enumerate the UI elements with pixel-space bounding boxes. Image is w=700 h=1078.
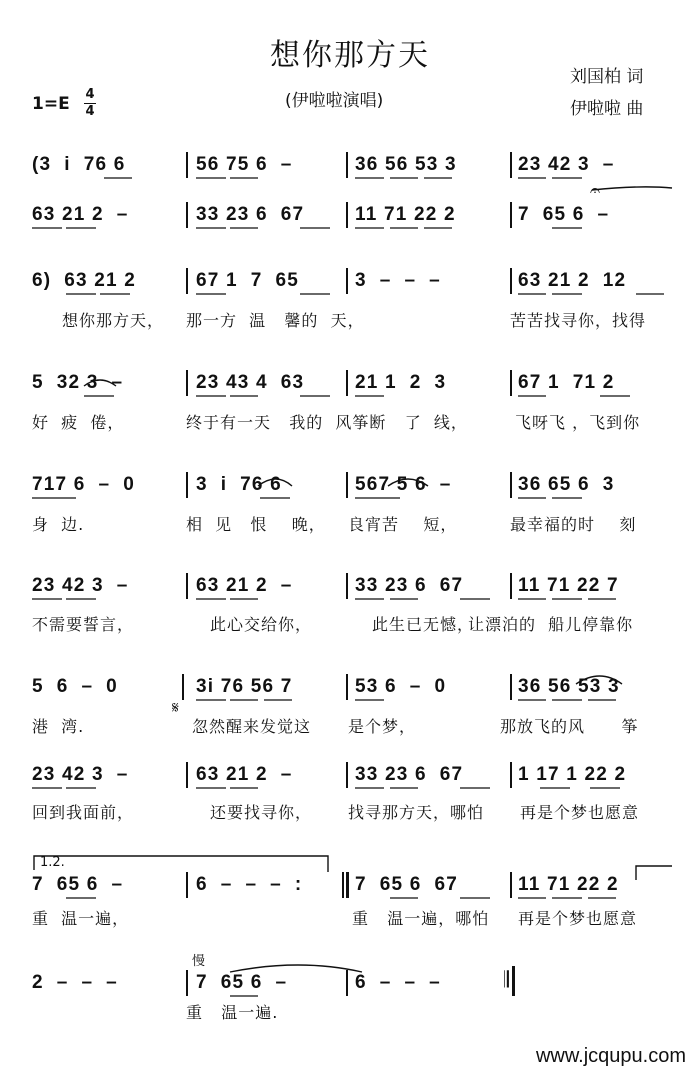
measure-1-4: 23 42 3 – bbox=[518, 154, 615, 175]
measure-8-2: 63 21 2 – bbox=[196, 764, 293, 785]
lyrics-4-2: 终于有一天 我的 风筝断 了 线， bbox=[186, 413, 468, 432]
measure-9-1: 7 65 6 – bbox=[32, 874, 124, 895]
lyrics-8-4: 再是个梦也愿意 bbox=[520, 803, 640, 822]
second-ending-bracket bbox=[636, 866, 672, 880]
lyrics-7-2: 忽然醒来发觉这 bbox=[192, 717, 312, 736]
lyrics-9-3: 重 温一遍，哪怕 bbox=[352, 909, 490, 928]
measure-4-2: 23 43 4 63 bbox=[196, 372, 305, 393]
lyrics-7-1: 港 湾. bbox=[32, 717, 85, 736]
measure-3-2: 67 1 7 65 bbox=[196, 270, 299, 291]
lyrics-5-3: 良宵苦 短， bbox=[348, 515, 458, 534]
measure-2-3: 11 71 22 2 bbox=[355, 204, 456, 225]
barline bbox=[346, 202, 348, 228]
barline bbox=[346, 152, 348, 178]
barline bbox=[346, 268, 348, 294]
lyrics-5-2: 相 见 恨 晚， bbox=[186, 515, 326, 534]
barline bbox=[346, 472, 348, 498]
barline bbox=[346, 762, 348, 788]
barline bbox=[342, 872, 344, 898]
lyrics-5-4: 最幸福的时 刻 bbox=[510, 515, 637, 534]
lyrics-7-4: 那放飞的风 筝 bbox=[500, 717, 639, 736]
fermata-tie bbox=[592, 187, 672, 190]
measure-2-2: 33 23 6 67 bbox=[196, 204, 305, 225]
barline bbox=[510, 152, 512, 178]
lyrics-10-2: 重 温一遍. bbox=[186, 1003, 279, 1022]
barline bbox=[186, 202, 188, 228]
barline bbox=[186, 268, 188, 294]
final-barline-glyph: 𝄂 bbox=[504, 968, 509, 993]
measure-3-1: 6) 63 21 2 bbox=[32, 270, 137, 291]
measure-5-3: 567 5 6 – bbox=[355, 474, 452, 495]
lyrics-6-2: 此心交给你， bbox=[210, 615, 313, 634]
barline bbox=[186, 573, 188, 599]
lyrics-3-2: 那一方 温 馨的 天， bbox=[186, 311, 365, 330]
time-signature bbox=[84, 88, 96, 119]
measure-9-4: 11 71 22 2 bbox=[518, 874, 619, 895]
barline bbox=[510, 674, 512, 700]
measure-8-4: 1 17 1 22 2 bbox=[518, 764, 627, 785]
measure-6-1: 23 42 3 – bbox=[32, 575, 129, 596]
barline bbox=[346, 970, 348, 996]
lyrics-8-2: 还要找寻你， bbox=[210, 803, 313, 822]
barline bbox=[186, 970, 188, 996]
watermark: www.jcqupu.com bbox=[535, 1045, 686, 1067]
barline bbox=[510, 472, 512, 498]
final-barline bbox=[512, 966, 515, 996]
measure-8-3: 33 23 6 67 bbox=[355, 764, 464, 785]
lyrics-9-1: 重 温一遍， bbox=[32, 909, 130, 928]
measure-2-1: 63 21 2 – bbox=[32, 204, 129, 225]
barline bbox=[510, 573, 512, 599]
barline bbox=[346, 674, 348, 700]
barline bbox=[346, 872, 349, 898]
measure-9-2: 6 – – – : bbox=[196, 874, 303, 895]
lyrics-4-4: 飞呀飞 ，飞到你 bbox=[515, 413, 641, 432]
measure-1-1: (3 i 76 6 bbox=[32, 154, 126, 175]
lyrics-8-1: 回到我面前， bbox=[32, 803, 135, 822]
measure-1-2: 56 75 6 – bbox=[196, 154, 293, 175]
measure-1-3: 36 56 53 3 bbox=[355, 154, 457, 175]
barline bbox=[186, 472, 188, 498]
song-subtitle: (伊啦啦演唱) bbox=[285, 91, 384, 111]
measure-7-1: 5 6 – 0 bbox=[32, 676, 118, 697]
measure-3-4: 63 21 2 12 bbox=[518, 270, 627, 291]
measure-9-3: 7 65 6 67 bbox=[355, 874, 458, 895]
lyrics-6-4: 让漂泊的 船儿停靠你 bbox=[468, 615, 634, 634]
lyrics-3-4: 苦苦找寻你，找得 bbox=[510, 311, 647, 330]
measure-6-4: 11 71 22 7 bbox=[518, 575, 619, 596]
barline bbox=[182, 674, 184, 700]
lyrics-3-1: 想你那方天， bbox=[62, 311, 165, 330]
lyrics-5-1: 身 边. bbox=[32, 515, 85, 534]
measure-10-1: 2 – – – bbox=[32, 972, 118, 993]
measure-10-2: 7 65 6 – bbox=[196, 972, 288, 993]
measure-6-2: 63 21 2 – bbox=[196, 575, 293, 596]
time-signature-bottom: 4 bbox=[85, 104, 95, 119]
barline bbox=[510, 268, 512, 294]
lyrics-6-1: 不需要誓言， bbox=[32, 615, 135, 634]
measure-5-1: 717 6 – 0 bbox=[32, 474, 135, 495]
barline bbox=[186, 872, 188, 898]
time-signature-top: 4 bbox=[85, 87, 95, 102]
measure-5-2: 3 i 76 6 bbox=[196, 474, 282, 495]
measure-7-2: 3i 76 56 7 bbox=[196, 676, 293, 697]
composer-credit: 伊啦啦 曲 bbox=[570, 99, 644, 119]
measure-7-3: 53 6 – 0 bbox=[355, 676, 447, 697]
barline bbox=[510, 762, 512, 788]
lyrics-4-1: 好 疲 倦， bbox=[32, 413, 125, 432]
song-title: 想你那方天 bbox=[270, 38, 430, 73]
volta-label: 1.2. bbox=[40, 855, 65, 870]
tempo-slow-mark: 慢 bbox=[192, 954, 206, 969]
key-signature: 1=E bbox=[32, 94, 70, 114]
fermata-mark: 𝄐 bbox=[590, 180, 601, 201]
measure-3-3: 3 – – – bbox=[355, 270, 441, 291]
measure-4-3: 21 1 2 3 bbox=[355, 372, 447, 393]
lyrics-6-3: 此生已无憾， bbox=[372, 615, 475, 634]
barline bbox=[346, 573, 348, 599]
barline bbox=[186, 152, 188, 178]
lyrics-9-4: 再是个梦也愿意 bbox=[518, 909, 638, 928]
barline bbox=[510, 872, 512, 898]
measure-5-4: 36 65 6 3 bbox=[518, 474, 615, 495]
measure-4-4: 67 1 71 2 bbox=[518, 372, 615, 393]
volta-bracket bbox=[34, 856, 328, 872]
measure-8-1: 23 42 3 – bbox=[32, 764, 129, 785]
barline bbox=[346, 370, 348, 396]
lyricist-credit: 刘国柏 词 bbox=[570, 67, 644, 87]
slur bbox=[230, 965, 362, 972]
lyrics-8-3: 找寻那方天，哪怕 bbox=[348, 803, 485, 822]
measure-4-1: 5 32 3 – bbox=[32, 372, 124, 393]
barline bbox=[186, 762, 188, 788]
measure-2-4: 7 65 6 – bbox=[518, 204, 610, 225]
lyrics-7-3: 是个梦， bbox=[348, 717, 417, 736]
measure-7-4: 36 56 53 3 bbox=[518, 676, 620, 697]
measure-6-3: 33 23 6 67 bbox=[355, 575, 464, 596]
measure-10-3: 6 – – – bbox=[355, 972, 441, 993]
barline bbox=[510, 370, 512, 396]
segno-mark: 𝄋 bbox=[172, 698, 179, 717]
barline bbox=[510, 202, 512, 228]
barline bbox=[186, 370, 188, 396]
